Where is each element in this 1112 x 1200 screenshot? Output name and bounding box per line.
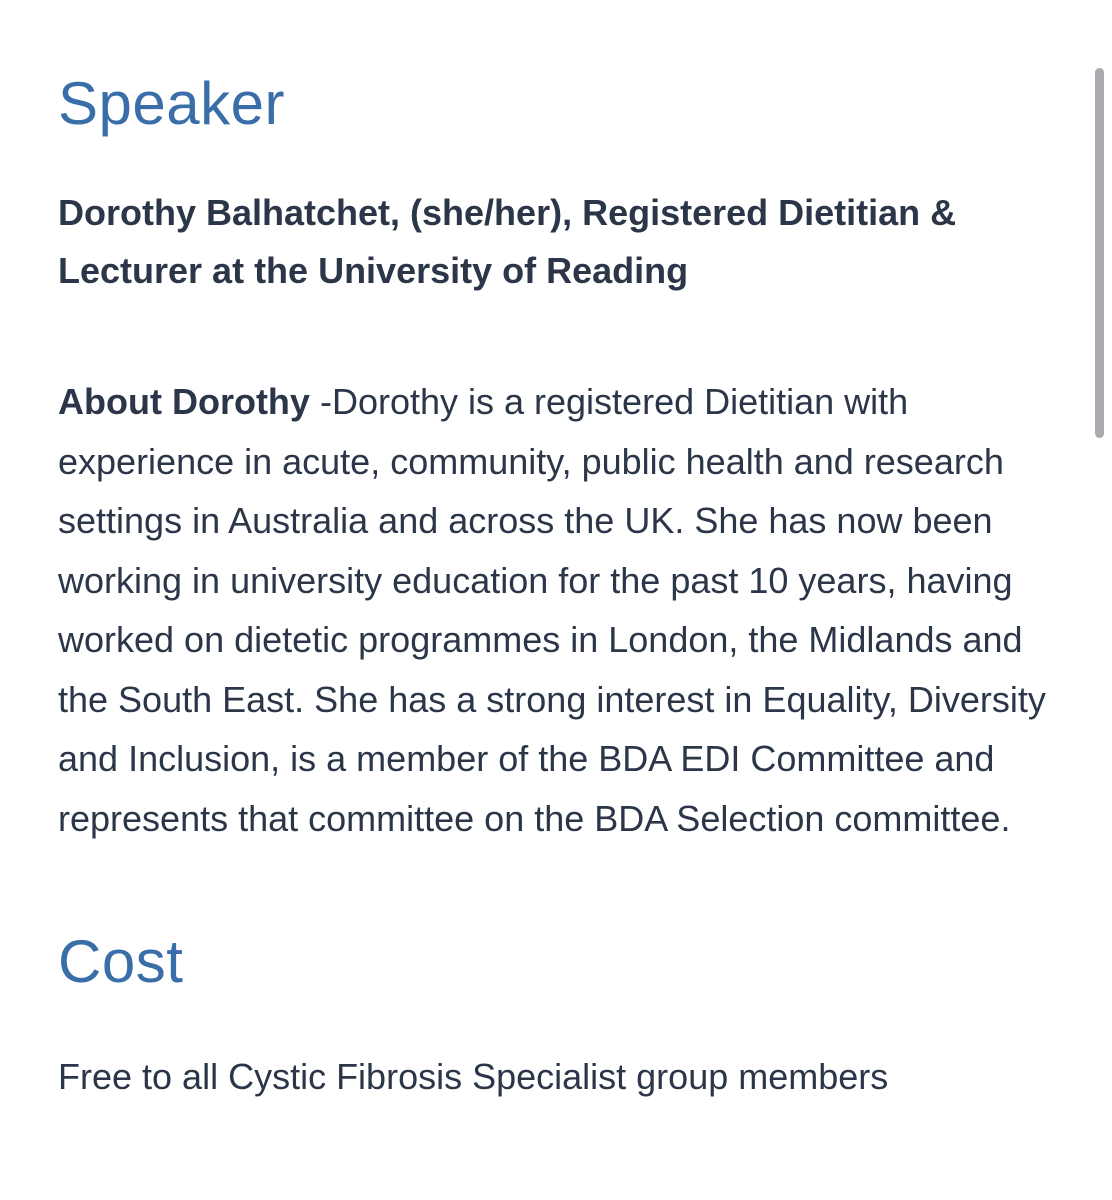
speaker-name: Dorothy Balhatchet, (she/her), Registered Dietitian & Lecturer at the University of Reading	[58, 192, 957, 291]
speaker-heading: Speaker	[58, 70, 285, 137]
scrollbar-thumb[interactable]	[1095, 68, 1104, 438]
page-content	[58, 68, 1058, 1106]
about-text: -Dorothy is a registered Dietitian with experience in acute, community, public health and research settings in Australia and across the UK. She has now been working in university education for the past 10 years, having worked on dietetic programmes in London, the Midlands and the South East. She has a strong interest in Equality, Diversity and Inclusion, is a member of the BDA EDI Committee and represents that committee on the BDA Selection committee.	[58, 381, 1046, 839]
cost-heading: Cost	[58, 928, 184, 995]
speaker-bio	[58, 372, 1058, 848]
about-label: About Dorothy	[58, 381, 310, 422]
cost-text: Free to all Cystic Fibrosis Specialist group members	[58, 1056, 889, 1097]
